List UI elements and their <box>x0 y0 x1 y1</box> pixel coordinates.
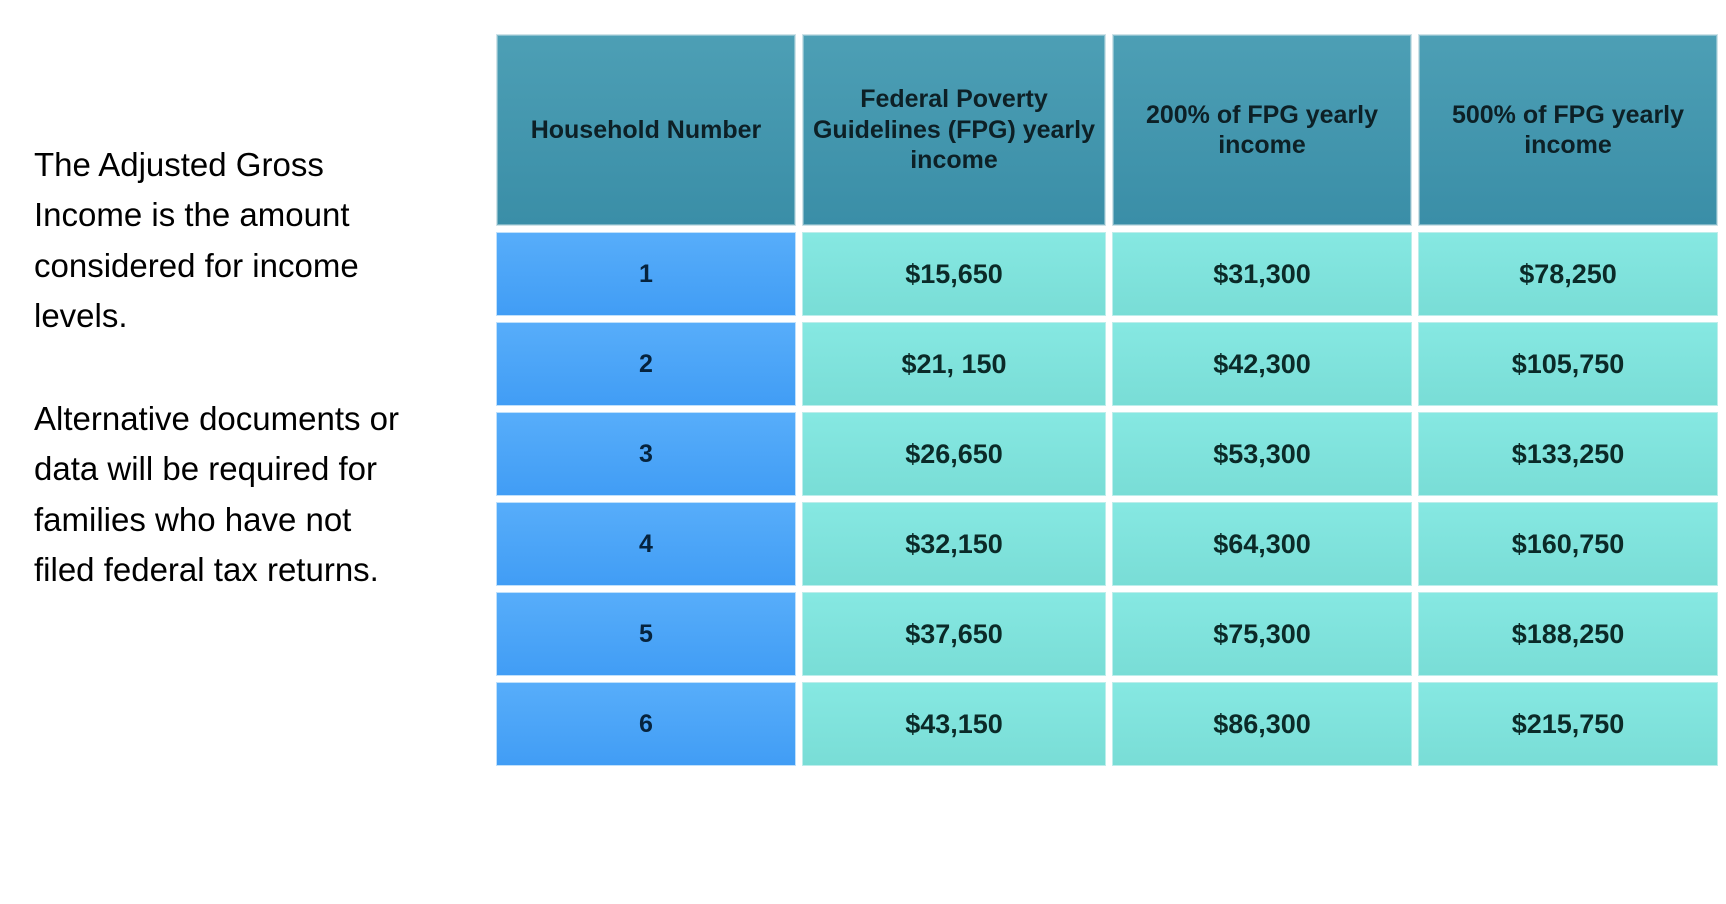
text-paragraph-alternative-documents: Alternative documents or data will be required for families who have not filed federal tax returns. <box>34 399 400 589</box>
cell-fpg-500: $78,250 <box>1418 232 1718 316</box>
cell-fpg-500: $105,750 <box>1418 322 1718 406</box>
table-header-row <box>496 34 1718 226</box>
cell-fpg-200: $86,300 <box>1112 682 1412 766</box>
cell-fpg-200: $53,300 <box>1112 412 1412 496</box>
cell-fpg-500: $215,750 <box>1418 682 1718 766</box>
column-header-fpg-yearly-income: Federal Poverty Guidelines (FPG) yearly income <box>802 34 1106 226</box>
table-row <box>496 682 1718 766</box>
table-row <box>496 232 1718 316</box>
cell-fpg-income: $15,650 <box>802 232 1106 316</box>
column-header-household-number: Household Number <box>496 34 796 226</box>
table-body <box>496 232 1718 766</box>
column-header-200-percent-fpg: 200% of FPG yearly income <box>1112 34 1412 226</box>
cell-household-number: 2 <box>496 322 796 406</box>
table-row <box>496 322 1718 406</box>
column-header-500-percent-fpg: 500% of FPG yearly income <box>1418 34 1718 226</box>
income-guidelines-table <box>490 28 1724 772</box>
explanatory-text-panel <box>34 140 414 596</box>
cell-household-number: 3 <box>496 412 796 496</box>
cell-fpg-200: $42,300 <box>1112 322 1412 406</box>
cell-fpg-200: $75,300 <box>1112 592 1412 676</box>
cell-household-number: 4 <box>496 502 796 586</box>
income-guidelines-table-container <box>490 28 1702 772</box>
cell-fpg-500: $133,250 <box>1418 412 1718 496</box>
cell-household-number: 5 <box>496 592 796 676</box>
table-row <box>496 502 1718 586</box>
cell-fpg-income: $37,650 <box>802 592 1106 676</box>
cell-fpg-500: $160,750 <box>1418 502 1718 586</box>
cell-fpg-200: $64,300 <box>1112 502 1412 586</box>
cell-fpg-income: $43,150 <box>802 682 1106 766</box>
table-row <box>496 592 1718 676</box>
cell-fpg-200: $31,300 <box>1112 232 1412 316</box>
table-row <box>496 412 1718 496</box>
cell-fpg-500: $188,250 <box>1418 592 1718 676</box>
cell-fpg-income: $21, 150 <box>802 322 1106 406</box>
text-paragraph-adjusted-gross-income: The Adjusted Gross Income is the amount considered for income levels. <box>34 146 359 335</box>
cell-household-number: 1 <box>496 232 796 316</box>
cell-fpg-income: $32,150 <box>802 502 1106 586</box>
cell-fpg-income: $26,650 <box>802 412 1106 496</box>
cell-household-number: 6 <box>496 682 796 766</box>
